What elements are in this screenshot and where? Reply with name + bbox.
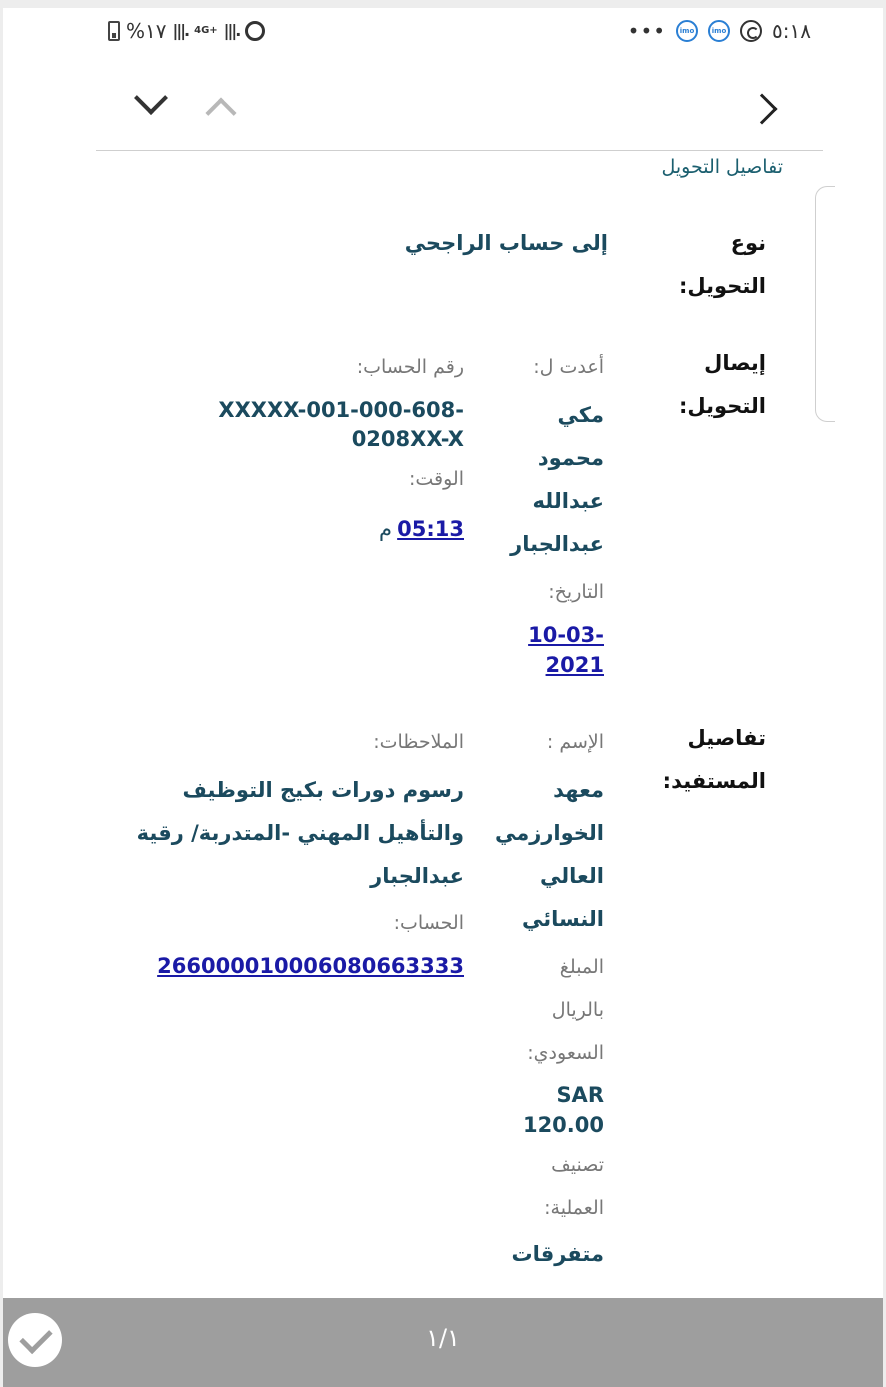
battery-level: %١٧ [126,19,167,43]
battery-icon [108,21,120,41]
alarm-icon [245,21,265,41]
beneficiary-name-value [454,769,604,941]
more-notifications-icon: ••• [627,19,667,43]
receipt-label [646,342,766,428]
page-indicator: ١/١ [426,1324,460,1352]
date-link[interactable] [464,620,604,680]
amount-label-line: السعودي: [527,1042,604,1064]
notes-value [124,769,464,898]
next-item-chevron-down-icon[interactable] [134,81,168,115]
account-number-value [144,396,464,454]
time-link[interactable]: 05:13 [397,517,464,541]
notes-line: رسوم دورات بكيج التوظيف [182,778,464,802]
beneficiary-name-line: الخوارزمي [494,821,604,845]
date-line: 2021 [545,653,604,677]
transfer-type-value: إلى حساب الراجحي [404,231,608,255]
back-chevron-icon[interactable] [746,93,777,124]
time-label: الوقت: [408,468,464,490]
prepared-for-line: عبدالله [532,489,604,513]
beneficiary-label [646,717,766,803]
amount-label-line: بالريال [551,999,604,1021]
time-suffix: م [379,517,393,541]
signal-icon: |||. [172,21,189,40]
category-label-line: تصنيف [551,1154,604,1176]
prepared-for-line: مكي [557,403,604,427]
status-left [108,20,265,42]
prepared-for-value [454,394,604,566]
account-number-label: رقم الحساب: [356,356,464,378]
side-bracket [815,186,835,422]
time-value[interactable] [264,508,464,551]
account-number-line: XXXXX-001-000-608- [218,398,464,422]
account-number-line: 0208XX-X [351,427,464,451]
receipt-label-line2: التحويل: [679,394,766,418]
network-type: 4G+ [194,25,218,36]
receipt-label-line1: إيصال [704,351,766,375]
notes-line: عبدالجبار [370,864,464,888]
beneficiary-label-line1: تفاصيل [687,726,766,750]
previous-item-chevron-up-icon[interactable] [205,97,236,128]
beneficiary-account-label: الحساب: [393,912,464,934]
clock: ٥:١٨ [772,19,811,43]
amount-currency: SAR [556,1083,604,1107]
amount-value [464,1080,604,1140]
beneficiary-name-line: العالي [540,864,604,888]
screen [3,8,883,1387]
beneficiary-name-line: معهد [553,778,604,802]
notes-line: والتأهيل المهني -المتدربة/ رقية [136,821,464,845]
date-label: التاريخ: [548,581,604,603]
transfer-type-label [646,222,766,308]
beneficiary-label-line2: المستفيد: [662,769,766,793]
category-label-line: العملية: [544,1197,604,1219]
section-title: تفاصيل التحويل [661,156,783,178]
transfer-type-label-line1: نوع [730,231,766,255]
category-label [464,1144,604,1230]
amount-label [464,946,604,1075]
prepared-for-line: محمود [537,446,604,470]
signal-icon-2: |||. [223,21,240,40]
imo-icon: imo [676,20,698,42]
status-bar [3,8,883,54]
bottom-bar [3,1298,883,1387]
whatsapp-icon [740,20,762,42]
notes-label: الملاحظات: [373,731,464,753]
status-right [628,20,811,42]
amount-number: 120.00 [522,1113,604,1137]
header-divider [96,150,823,151]
date-line: 10-03- [528,623,604,647]
category-value: متفرقات [511,1242,604,1266]
beneficiary-account-link[interactable]: 266000010006080663333 [157,954,464,978]
amount-label-line: المبلغ [559,956,604,978]
name-label: الإسم : [546,731,604,753]
transfer-type-label-line2: التحويل: [679,274,766,298]
beneficiary-name-line: النسائي [521,907,604,931]
prepared-for-line: عبدالجبار [510,532,604,556]
imo-icon-2: imo [708,20,730,42]
prepared-for-label: أعدت ل: [533,356,604,378]
